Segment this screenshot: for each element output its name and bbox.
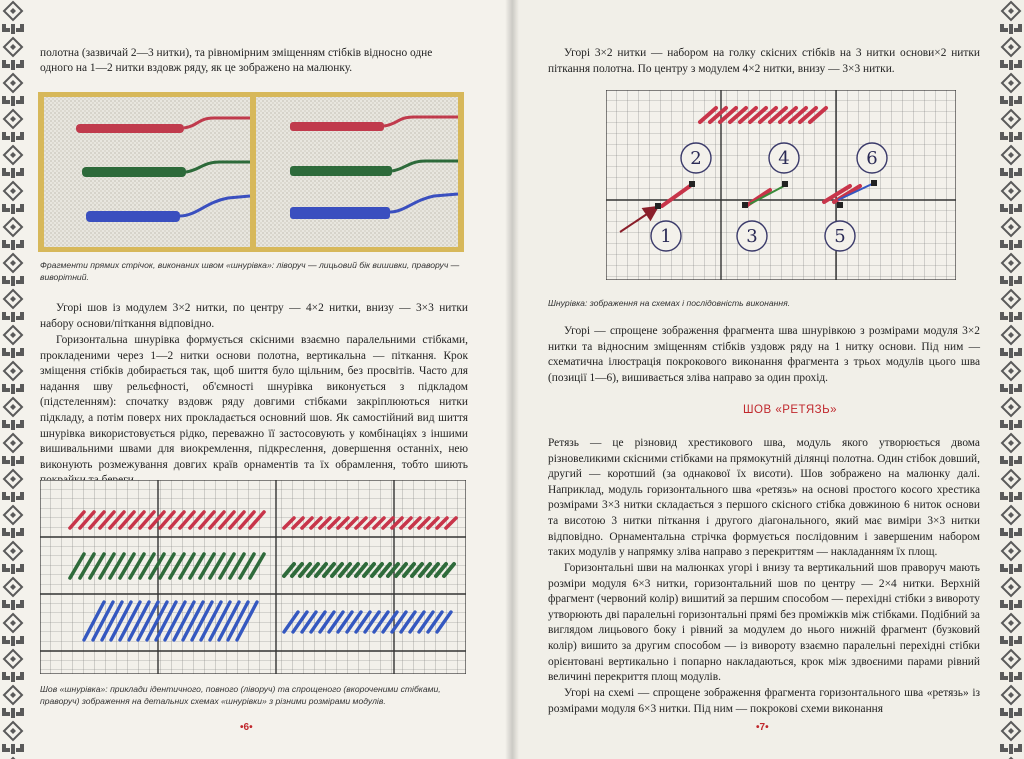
right-intro: Угорі 3×2 нитки — набором на голку скісних стібків на 3 нитки основи×2 нитки піткання полотна. По центру з модулем 4×2 нитки, внизу — 3×3 нитки. (548, 47, 980, 75)
diagram-caption: Шнурівка: зображення на схемах і послідовність виконання. (548, 298, 791, 308)
step-label-3: 3 (746, 226, 758, 247)
intro-line-1: полотна (зазвичай 2—3 нитки), та рівномірним зміщенням стібків відносно одне (40, 47, 433, 59)
grid-caption: Шов «шнурівка»: приклади ідентичного, повного (ліворуч) та спрощеного (вкороченими стібками, праворуч) зображення на детальних схемах «шнурівки» з різними розмірами модулів. (40, 684, 441, 706)
embroidery-photos (38, 92, 464, 252)
right-paragraph-2: Ретязь — це різновид хрестикового шва, модуль якого утворюється двома різновеликими скісними стібками на прямокутній ділянці полотна. Один стібок довший, другий — коротший (за однакової їх висоти). Шов зображено на малюнку далі. Наприклад, модуль горизонтального шва «ретязь» на основі простого косого хрестика розмірами 3×3 нитки складається з першого скісного стібка довжиною 6 ниток основи та висотою 3 нитки піткання і другого діагонального, який має виміри 3×3 нитки відповідно. Орнаментальна стрічка формується послідовним і завершеним набором таких модулів у напрямку зліва направо з перекриттям — накладанням їх площ. (548, 437, 980, 559)
section-heading: ШОВ «РЕТЯЗЬ» (742, 404, 838, 416)
ornament-border-right-icon (998, 0, 1024, 759)
right-paragraph-3: Горизонтальні шви на малюнках угорі і внизу та вертикальний шов праворуч мають розміри модуля 6×3 нитки, горизонтальний шов по центру — 2×4 нитки. Верхній фрагмент (червоний колір) вишитий за першим способом — перехідні стібки з вивороту утворюють дві паралельні горизонтальні прямі без проміжків між стібками. Подібний за виглядом лицьового боку і рівний за модулем до нього нижній фрагмент (бузковий колір) вишито за другим способом — із вивороту взаємно паралельні перехідні стібки орієнтовані вертикально і попарно накладаються, крок між здвоєними парами рівний величині перекриття площ модулів. (548, 562, 980, 684)
step-label-1: 1 (660, 226, 672, 247)
stitch-grid-diagram (40, 480, 466, 674)
sequence-diagram (606, 90, 956, 280)
intro-line-2: одного на 1—2 нитки вздовж ряду, як це зображено на малюнку. (40, 62, 353, 74)
photo-caption: Фрагменти прямих стрічок, виконаних швом «шнурівка»: ліворуч — лицьовий бік вишивки, праворуч — виворітний. (40, 260, 460, 282)
photo-front-side (44, 97, 250, 247)
page-number-left: •6• (240, 722, 253, 733)
step-label-5: 5 (834, 226, 846, 247)
photo-back-side (256, 97, 458, 247)
right-paragraph-1: Угорі — спрощене зображення фрагмента шва шнурівкою з розмірами модуля 3×2 нитки та відносним зміщенням стібків уздовж ряду на 1 нитку основи. Під ним — схематична ілюстрація покрокового виконання фрагмента з трьох модулів цього шва (позиції 1—6), вишивається зліва направо за один прохід. (548, 325, 980, 384)
page-number-right: •7• (756, 722, 769, 733)
left-paragraph-2: Горизонтальна шнурівка формується скісними взаємно паралельними стібками, прокладеними через 1—2 нитки основи полотна, вертикальна — піткання. Крок зміщення стібків добирається так, щоб шиття було щільним, без просвітів. Часто для надання шву рельєфності, об'ємності шнурівка виконується з підкладом (підстеленням): спочатку вздовж ряду довгими стібками закріплюються нитки підкладу, а потім поверх них прокладається основний шов. Як самостійний вид шиття шнурівка використовується рідко, переважно її застосовують у комбінаціях з іншими вишивальними швами для виокремлення, підкреслення, довершення останніх, нею виконують розмежування довгих країв орнаментів та їх обрамлення, тобто шиють (40, 334, 468, 471)
ornament-border-left-icon (0, 0, 26, 759)
step-label-2: 2 (690, 148, 702, 169)
right-paragraph-4: Угорі на схемі — спрощене зображення фрагмента горизонтального шва «ретязь» із розмірами модуля 6×3 нитки. Під ним — покрокові схеми виконання (548, 687, 980, 715)
book-gutter (505, 0, 519, 759)
step-label-6: 6 (866, 148, 878, 169)
left-paragraph-1: Угорі шов із модулем 3×2 нитки, по центру — 4×2 нитки, внизу — 3×3 нитки набору основи/піткання відповідно. (40, 302, 468, 330)
step-label-4: 4 (778, 148, 790, 169)
